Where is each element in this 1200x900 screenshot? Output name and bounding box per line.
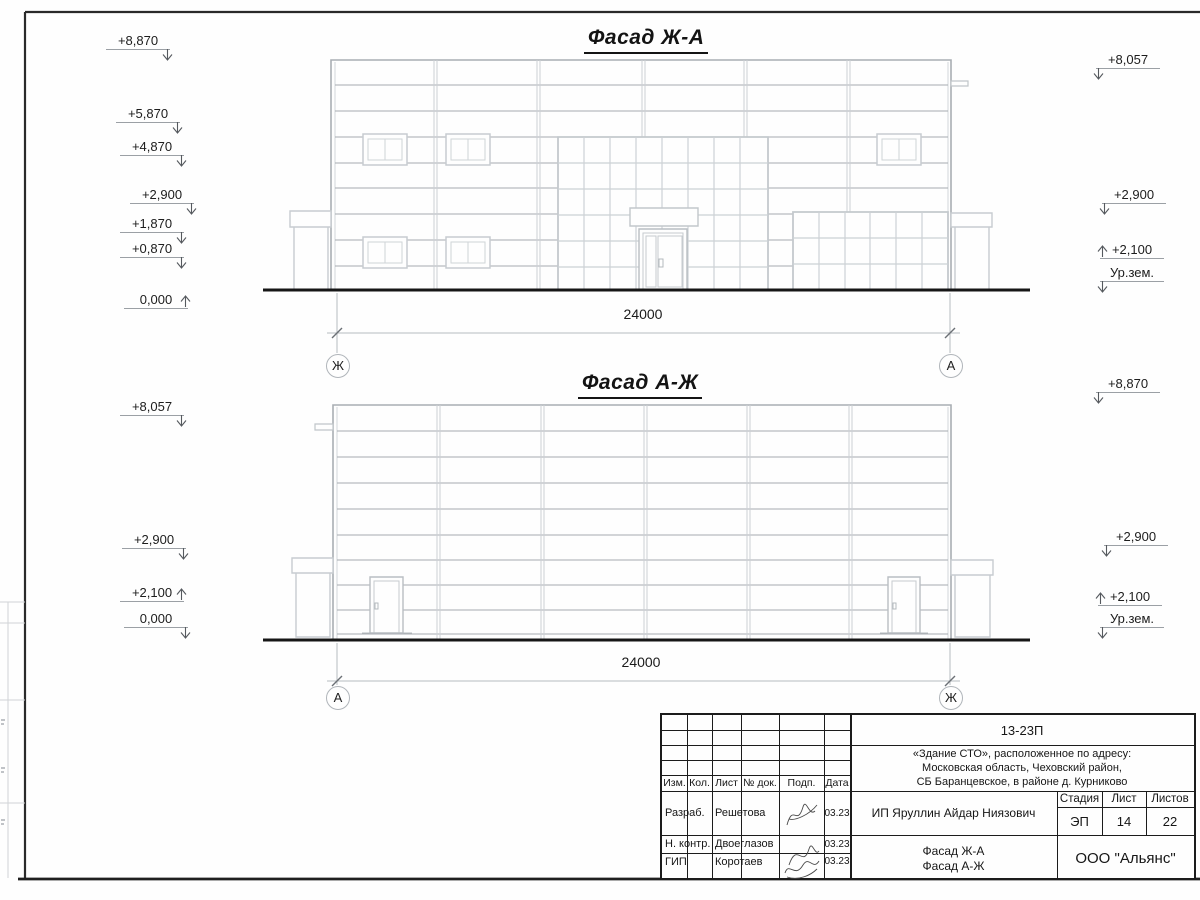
facade-azh-title: Фасад А-Ж: [578, 371, 702, 399]
col-header-list: Лист: [715, 777, 738, 789]
elevation-mark: +8,057: [1096, 51, 1160, 68]
title-block-line: [662, 730, 850, 731]
sheet-label: Лист: [1111, 793, 1137, 805]
project-description: [850, 745, 1194, 791]
document-number: 13-23П: [1000, 722, 1044, 738]
sheet-title-line: Фасад Ж-А: [922, 843, 985, 858]
elevation-arrow-up-icon: [178, 294, 193, 308]
sheet-title-line: Фасад А-Ж: [922, 858, 985, 873]
axis-bubble: Ж: [939, 686, 963, 710]
title-block-line: [662, 760, 850, 761]
col-header-sign: Подп.: [787, 777, 816, 789]
staff-date: 03.23: [824, 856, 850, 867]
elevation-arrow-down-icon: [160, 48, 175, 62]
sheet-title: [850, 835, 1057, 882]
entrance-door: [639, 229, 687, 290]
stage-value: ЭП: [1070, 813, 1089, 829]
staff-name: Решетова: [715, 807, 766, 819]
elevation-mark: +2,100: [1098, 588, 1162, 605]
elevation-arrow-down-icon: [174, 256, 189, 270]
sheets-label: Листов: [1151, 793, 1189, 805]
axis-bubble: А: [939, 354, 963, 378]
elevation-mark: +2,900: [130, 186, 194, 203]
elevation-arrow-down-icon: [1099, 544, 1114, 558]
facade-azh-drawing: [263, 405, 1030, 686]
elevation-arrow-down-icon: [1091, 67, 1106, 81]
company-name: ООО "Альянс": [1075, 850, 1176, 867]
elevation-arrow-up-icon: [1093, 591, 1108, 605]
elevation-mark: +2,100: [120, 584, 184, 601]
staff-role: Н. контр.: [665, 838, 711, 850]
elevation-arrow-down-icon: [184, 202, 199, 216]
sheet-value: 14: [1116, 813, 1132, 829]
elevation-mark: +2,900: [1104, 528, 1168, 545]
staff-name: Коротаев: [715, 856, 763, 868]
elevation-arrow-down-icon: [170, 121, 185, 135]
project-line: «Здание СТО», расположенное по адресу:: [912, 748, 1132, 760]
client-name: ИП Яруллин Айдар Ниязович: [871, 806, 1036, 820]
elevation-mark: +5,870: [116, 105, 180, 122]
dimension-value: 24000: [621, 654, 661, 670]
elevation-arrow-down-icon: [1091, 391, 1106, 405]
elevation-mark: +8,870: [1096, 375, 1160, 392]
elevation-arrow-down-icon: [1095, 280, 1110, 294]
axis-bubble: А: [326, 686, 350, 710]
elevation-mark: 0,000: [124, 610, 188, 627]
signature: [779, 791, 824, 835]
axis-bubble: Ж: [326, 354, 350, 378]
staff-name: Двоеглазов: [715, 838, 774, 850]
signature: [779, 835, 824, 882]
col-header-date: Дата: [825, 777, 849, 789]
facade-zha-title: Фасад Ж-А: [584, 26, 708, 54]
col-header-izm: Изм.: [663, 777, 686, 789]
elevation-mark: +2,900: [1102, 186, 1166, 203]
elevation-mark: +1,870: [120, 215, 184, 232]
elevation-arrow-down-icon: [174, 414, 189, 428]
dimension-value: 24000: [623, 306, 663, 322]
elevation-arrow-down-icon: [176, 547, 191, 561]
elevation-mark: +0,870: [120, 240, 184, 257]
title-block: [660, 713, 1196, 880]
elevation-arrow-down-icon: [1095, 626, 1110, 640]
elevation-arrow-up-icon: [1095, 244, 1110, 258]
entrance-canopy: [630, 208, 698, 226]
elevation-mark: Ур.зем.: [1100, 610, 1164, 627]
side-stamp: [0, 600, 25, 880]
elevation-arrow-down-icon: [174, 154, 189, 168]
elevation-mark: +8,870: [106, 32, 170, 49]
elevation-mark: +8,057: [120, 398, 184, 415]
staff-date: 03.23: [824, 838, 850, 850]
dimension-line: [327, 293, 960, 353]
elevation-mark: Ур.зем.: [1100, 264, 1164, 281]
elevation-mark: 0,000: [124, 291, 188, 308]
elevation-arrow-up-icon: [174, 587, 189, 601]
elevation-arrow-down-icon: [1097, 202, 1112, 216]
project-line: СБ Баранцевское, в районе д. Курниково: [916, 776, 1128, 788]
col-header-doc: № док.: [743, 777, 777, 789]
col-header-kol: Кол.: [689, 777, 710, 789]
project-line: Московская область, Чеховский район,: [922, 762, 1122, 774]
staff-role: ГИП: [665, 856, 687, 868]
elevation-mark: +2,900: [122, 531, 186, 548]
elevation-arrow-down-icon: [178, 626, 193, 640]
sheets-value: 22: [1162, 813, 1178, 829]
elevation-mark: +4,870: [120, 138, 184, 155]
stage-label: Стадия: [1059, 793, 1100, 805]
staff-role: Разраб.: [665, 807, 705, 819]
side-stamp-lines: [0, 600, 25, 880]
elevation-mark: +2,100: [1100, 241, 1164, 258]
staff-date: 03.23: [824, 807, 850, 819]
